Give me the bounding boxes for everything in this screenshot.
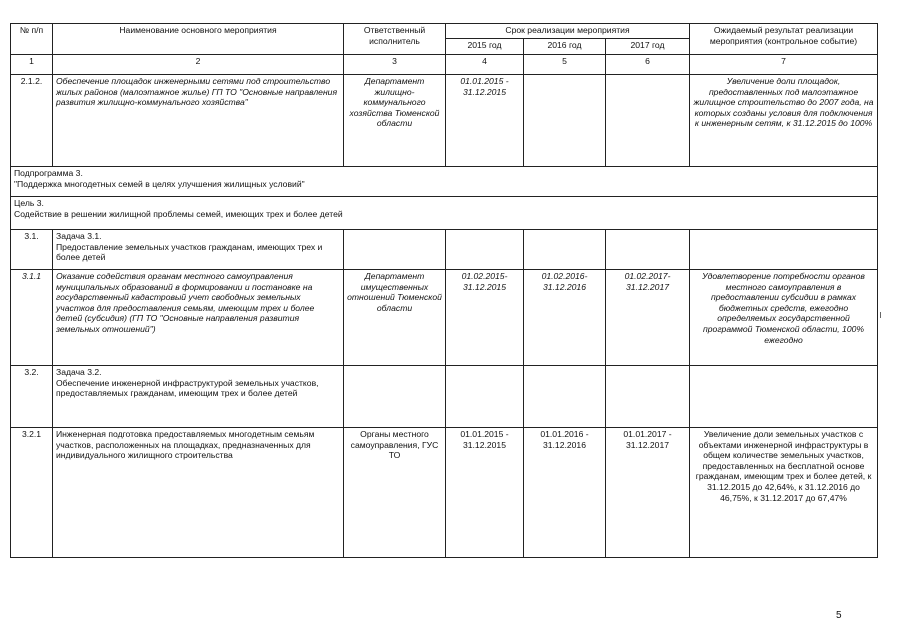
- header-name: Наименование основного мероприятия: [53, 24, 344, 55]
- row-result: Увеличение доли площадок, предоставленных под малоэтажное жилищное строительство до 2007 года, на которых созданы условия для подключения к инженерным сетям, к 31.12.2015 до 100%: [690, 75, 878, 167]
- row-period-2017: 01.01.2017 - 31.12.2017: [606, 428, 690, 558]
- row-num: 3.1.1: [11, 270, 53, 366]
- goal-text: Содействие в решении жилищной проблемы семей, имеющих трех и более детей: [14, 208, 343, 219]
- subprogram-cell: [11, 167, 878, 197]
- header-year-2016: 2016 год: [524, 39, 606, 55]
- row-num: 2.1.2.: [11, 75, 53, 167]
- row-name: Обеспечение площадок инженерными сетями под строительство жилых районов (малоэтажное жилье) ГП ТО "Основные направления развития жилищно-коммунального хозяйства": [53, 75, 344, 167]
- subprogram-name: "Поддержка многодетных семей в целях улучшения жилищных условий": [14, 178, 305, 189]
- col-num-6: 6: [606, 55, 690, 75]
- table-row: [11, 75, 878, 167]
- row-name: Оказание содействия органам местного самоуправления муниципальных образований в формировании и постановке на государственный кадастровый учет свободных земельных участков для предоставления семьям, имеющим трех и более детей (субсидия) (ГП ТО "Основные направления развития земельных отношений"): [53, 270, 344, 366]
- col-num-1: 1: [11, 55, 53, 75]
- row-period-2015: 01.02.2015- 31.12.2015: [446, 270, 524, 366]
- col-num-3: 3: [344, 55, 446, 75]
- page-number: 5: [836, 610, 842, 621]
- task-row: [11, 366, 878, 428]
- table-row: [11, 428, 878, 558]
- row-period-2015: 01.01.2015 - 31.12.2015: [446, 428, 524, 558]
- empty-cell: [344, 366, 446, 428]
- goal-title: Цель 3.: [14, 198, 44, 208]
- task-title: Задача 3.1.: [56, 231, 102, 241]
- row-name: Инженерная подготовка предоставляемых многодетным семьям участков, расположенных на площадках, предназначенных для индивидуального жилищного строительства: [53, 428, 344, 558]
- subprogram-title: Подпрограмма 3.: [14, 168, 83, 178]
- empty-cell: [446, 230, 524, 270]
- column-numbers-row: [11, 55, 878, 75]
- task-cell: [53, 230, 344, 270]
- col-num-5: 5: [524, 55, 606, 75]
- empty-cell: [690, 366, 878, 428]
- header-year-2017: 2017 год: [606, 39, 690, 55]
- col-num-2: 2: [53, 55, 344, 75]
- empty-cell: [524, 230, 606, 270]
- empty-cell: [344, 230, 446, 270]
- measures-table: [10, 23, 878, 558]
- row-responsible: Департамент имущественных отношений Тюменской области: [344, 270, 446, 366]
- row-period-2016: 01.02.2016- 31.12.2016: [524, 270, 606, 366]
- row-period-2016: [524, 75, 606, 167]
- col-num-4: 4: [446, 55, 524, 75]
- header-period: Срок реализации мероприятия: [446, 24, 690, 39]
- task-text: Обеспечение инженерной инфраструктурой земельных участков, предоставляемых гражданам, имеющим трех и более детей: [56, 377, 319, 399]
- task-row: [11, 230, 878, 270]
- goal-row: [11, 197, 878, 230]
- task-num: 3.2.: [11, 366, 53, 428]
- task-cell: [53, 366, 344, 428]
- task-num: 3.1.: [11, 230, 53, 270]
- row-period-2017: [606, 75, 690, 167]
- row-result: Увеличение доли земельных участков с объектами инженерной инфраструктуры в общем количестве земельных участков, предоставленных на бесплатной основе гражданам, имеющим трех и более детей, к 31.12.2015 до 42,64%, к 31.12.2016 до 46,75%, к 31.12.2017 до 67,47%: [690, 428, 878, 558]
- subprogram-row: [11, 167, 878, 197]
- empty-cell: [606, 230, 690, 270]
- col-num-7: 7: [690, 55, 878, 75]
- empty-cell: [690, 230, 878, 270]
- header-row: [11, 24, 878, 39]
- empty-cell: [446, 366, 524, 428]
- row-responsible: Департамент жилищно-коммунального хозяйства Тюменской области: [344, 75, 446, 167]
- task-title: Задача 3.2.: [56, 367, 102, 377]
- header-num: № п/п: [11, 24, 53, 55]
- row-period-2015: 01.01.2015 - 31.12.2015: [446, 75, 524, 167]
- row-period-2016: 01.01.2016 - 31.12.2016: [524, 428, 606, 558]
- row-period-2017: 01.02.2017- 31.12.2017: [606, 270, 690, 366]
- header-responsible: Ответственный исполнитель: [344, 24, 446, 55]
- row-result: Удовлетворение потребности органов местного самоуправления в предоставлении субсидии в рамках бюджетных средств, ежегодно определяемых государственной программой Тюменской области, 100% ежегодно: [690, 270, 878, 366]
- table-row: [11, 270, 878, 366]
- empty-cell: [606, 366, 690, 428]
- row-responsible: Органы местного самоуправления, ГУС ТО: [344, 428, 446, 558]
- task-text: Предоставление земельных участков гражданам, имеющих трех и более детей: [56, 241, 323, 263]
- header-result: Ожидаемый результат реализации мероприятия (контрольное событие): [690, 24, 878, 55]
- scan-edge-mark: [880, 312, 881, 318]
- empty-cell: [524, 366, 606, 428]
- header-year-2015: 2015 год: [446, 39, 524, 55]
- goal-cell: [11, 197, 878, 230]
- row-num: 3.2.1: [11, 428, 53, 558]
